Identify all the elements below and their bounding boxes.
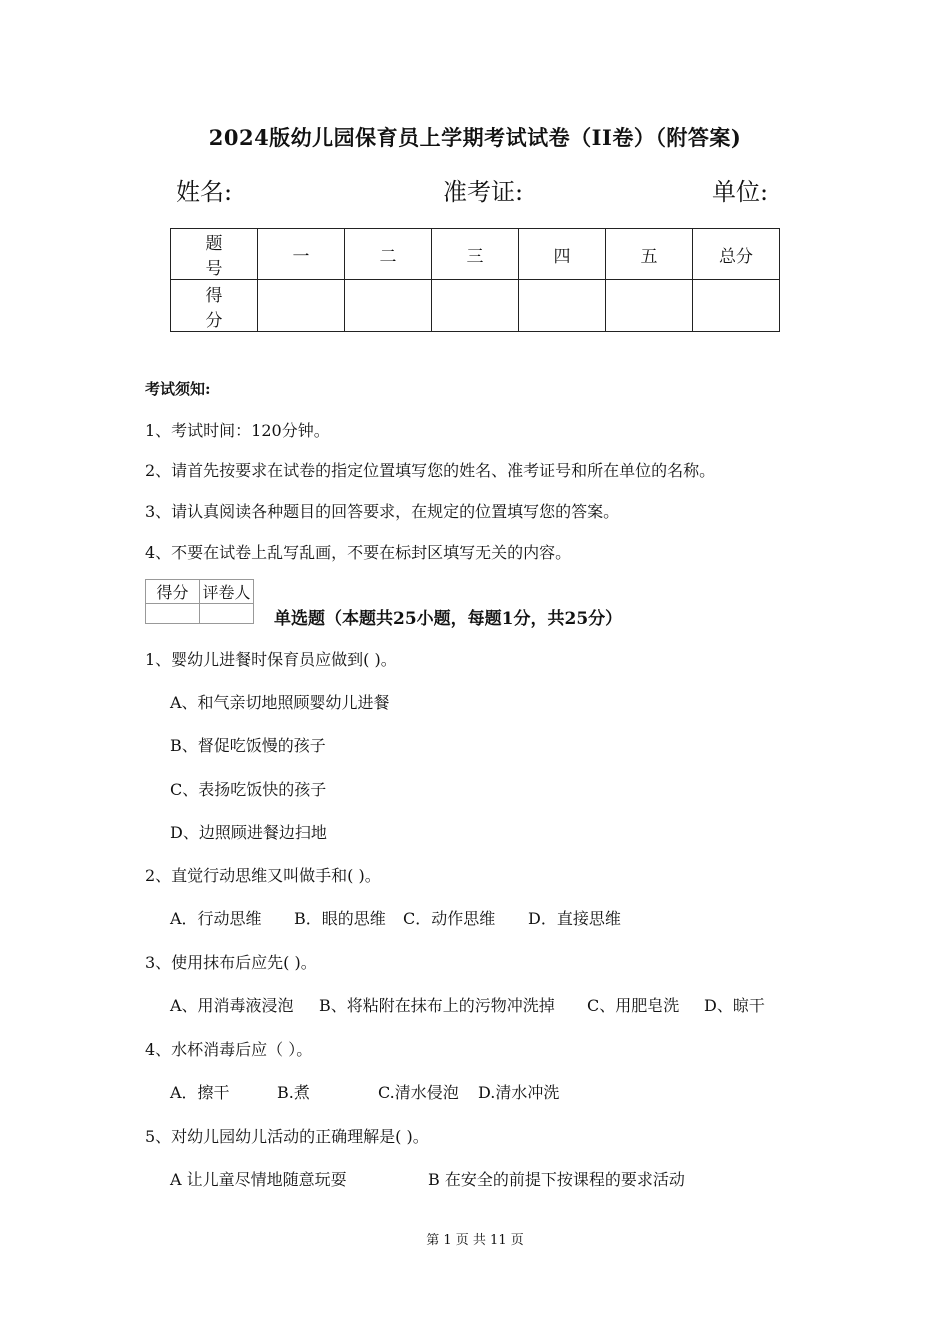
page-footer: 第 1 页 共 11 页	[426, 1233, 524, 1248]
question-2-option-c[interactable]: C．动作思维	[403, 909, 496, 928]
question-2-option-b[interactable]: B．眼的思维	[294, 909, 386, 928]
notice-heading: 考试须知:	[145, 380, 211, 398]
question-1-option-d[interactable]: D、边照顾进餐边扫地	[170, 823, 327, 842]
exam-title: 2024版幼儿园保育员上学期考试试卷（II卷）（附答案)	[208, 125, 742, 150]
score-table-header-row	[171, 229, 780, 280]
question-2-option-a[interactable]: A．行动思维	[170, 909, 262, 928]
name-label: 姓名:	[176, 178, 233, 206]
question-5-stem: 5、对幼儿园幼儿活动的正确理解是( )。	[145, 1127, 429, 1146]
question-number-label: 题 号	[171, 229, 258, 280]
question-2-option-d[interactable]: D．直接思维	[528, 909, 621, 928]
notice-item-1: 1、考试时间：120分钟。	[145, 421, 330, 440]
section-5-header: 五	[606, 229, 693, 280]
grader-name-label: 评卷人	[200, 580, 254, 604]
question-4-option-a[interactable]: A．擦干	[170, 1083, 230, 1102]
score-cell-total[interactable]	[693, 280, 780, 332]
question-1-option-b[interactable]: B、督促吃饭慢的孩子	[170, 736, 326, 755]
notice-item-2: 2、请首先按要求在试卷的指定位置填写您的姓名、准考证号和所在单位的名称。	[145, 461, 716, 480]
question-5-option-b[interactable]: B 在安全的前提下按课程的要求活动	[428, 1170, 685, 1189]
section-2-header: 二	[345, 229, 432, 280]
score-cell-4[interactable]	[519, 280, 606, 332]
question-3-option-a[interactable]: A、用消毒液浸泡	[170, 996, 294, 1015]
unit-label: 单位:	[712, 178, 769, 206]
score-table	[170, 228, 780, 332]
exam-id-label: 准考证:	[443, 178, 524, 206]
question-1-option-c[interactable]: C、表扬吃饭快的孩子	[170, 780, 327, 799]
question-4-option-d[interactable]: D.清水冲洗	[478, 1083, 560, 1102]
score-cell-5[interactable]	[606, 280, 693, 332]
question-1-stem: 1、婴幼儿进餐时保育员应做到( )。	[145, 650, 397, 669]
score-cell-3[interactable]	[432, 280, 519, 332]
question-5-option-a[interactable]: A 让儿童尽情地随意玩耍	[170, 1170, 347, 1189]
question-2-stem: 2、直觉行动思维又叫做手和( )。	[145, 866, 381, 885]
section-heading: 单选题（本题共25小题，每题1分，共25分）	[274, 609, 623, 629]
total-header: 总分	[693, 229, 780, 280]
question-4-option-b[interactable]: B.煮	[277, 1083, 310, 1102]
score-table-score-row	[171, 280, 780, 332]
grader-score-cell[interactable]	[146, 604, 200, 624]
grader-box	[145, 579, 254, 624]
question-4-stem: 4、水杯消毒后应（ ）。	[145, 1040, 313, 1059]
grader-name-cell[interactable]	[200, 604, 254, 624]
notice-item-3: 3、请认真阅读各种题目的回答要求，在规定的位置填写您的答案。	[145, 502, 620, 521]
question-3-stem: 3、使用抹布后应先( )。	[145, 953, 317, 972]
score-cell-1[interactable]	[258, 280, 345, 332]
question-3-option-c[interactable]: C、用肥皂洗	[587, 996, 680, 1015]
section-4-header: 四	[519, 229, 606, 280]
score-label: 得 分	[171, 280, 258, 332]
question-3-option-b[interactable]: B、将粘附在抹布上的污物冲洗掉	[319, 996, 555, 1015]
question-1-option-a[interactable]: A、和气亲切地照顾婴幼儿进餐	[170, 693, 390, 712]
grader-score-label: 得分	[146, 580, 200, 604]
notice-item-4: 4、不要在试卷上乱写乱画，不要在标封区填写无关的内容。	[145, 543, 572, 562]
question-3-option-d[interactable]: D、晾干	[704, 996, 765, 1015]
question-4-option-c[interactable]: C.清水侵泡	[378, 1083, 459, 1102]
section-3-header: 三	[432, 229, 519, 280]
section-1-header: 一	[258, 229, 345, 280]
score-cell-2[interactable]	[345, 280, 432, 332]
